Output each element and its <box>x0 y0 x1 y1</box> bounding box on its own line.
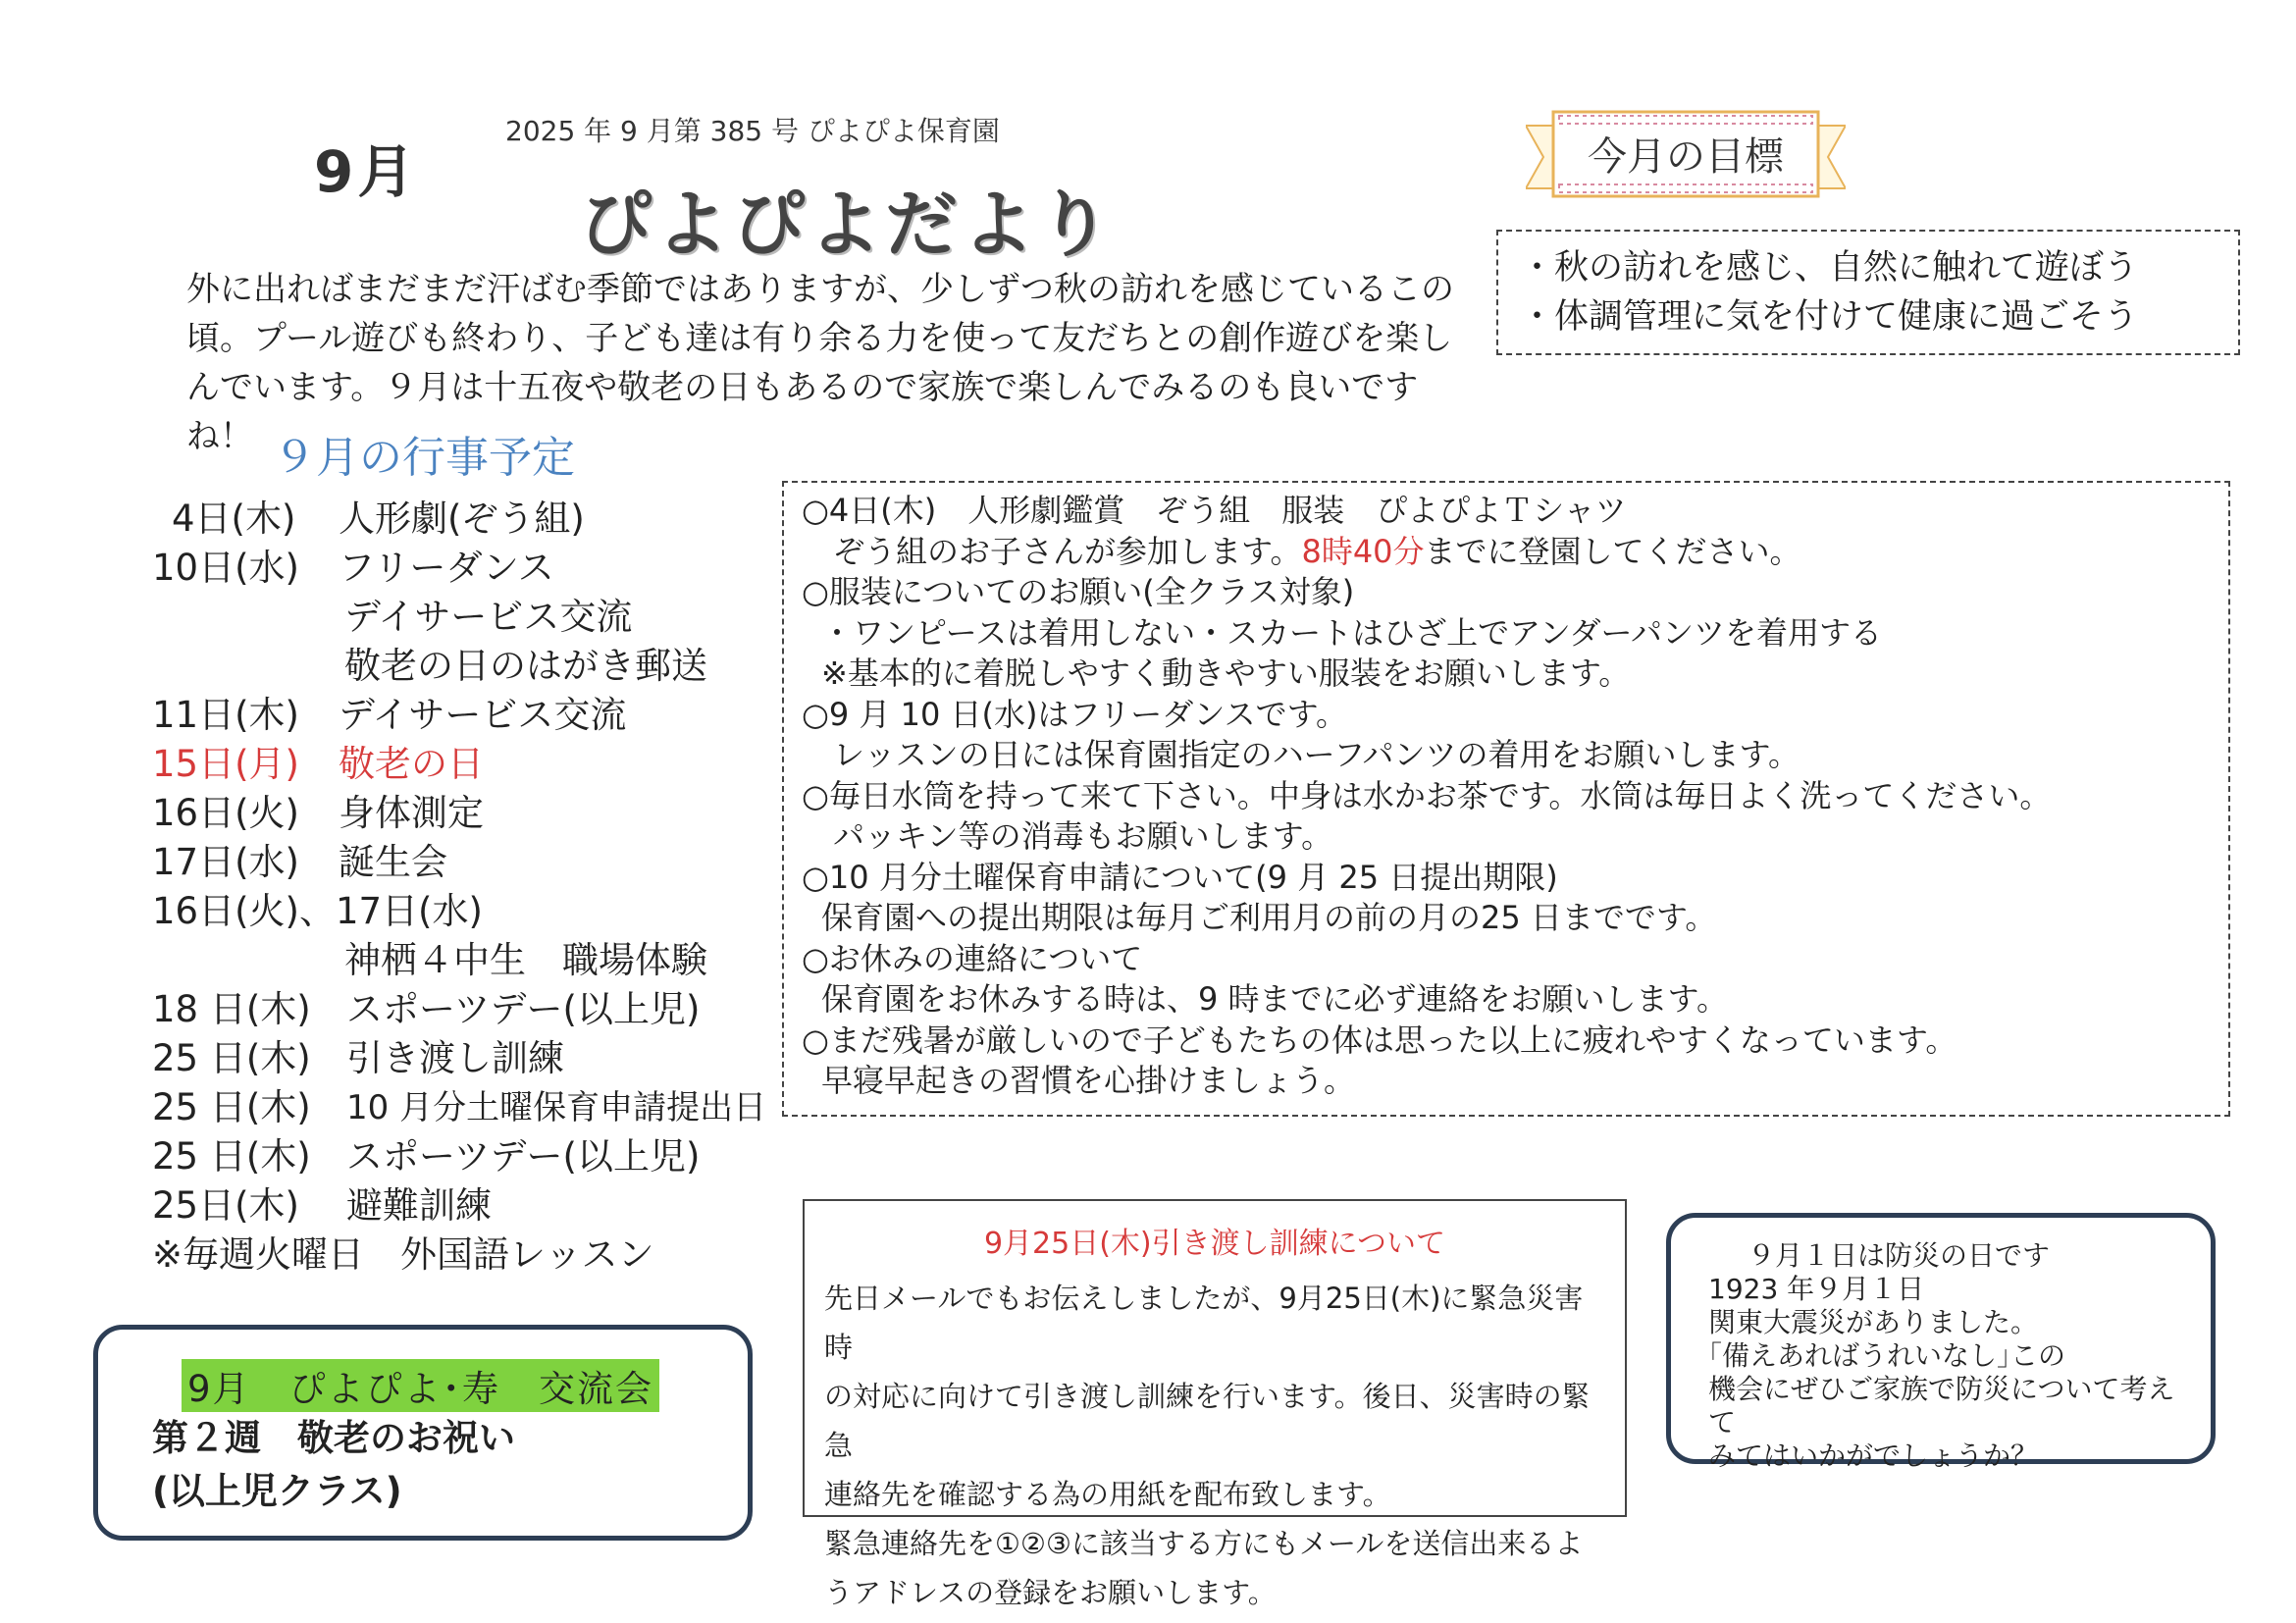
schedule-event: フリーダンス <box>339 547 554 589</box>
notice-line: パッキン等の消毒もお願いします。 <box>833 817 1333 855</box>
disaster-line: 機会にぜひご家族で防災について考えて <box>1708 1373 2175 1439</box>
notice-line: ・ワンピースは着用しない・スカートはひざ上でアンダーパンツを着用する <box>821 613 1882 652</box>
disaster-line: ９月１日は防災の日です <box>1748 1239 2051 1272</box>
schedule-row <box>152 1030 760 1079</box>
notice-line: 保育園をお休みする時は、9 時までに必ず連絡をお願いします。 <box>821 980 1728 1018</box>
schedule-date: 18 日(木) <box>152 988 311 1030</box>
schedule-row <box>152 1128 760 1178</box>
schedule-date: 15日(月) <box>152 743 299 785</box>
disaster-line: みてはいかがでしょうか？ <box>1708 1440 2039 1472</box>
schedule-row <box>152 540 760 589</box>
disaster-line: 1923 年９月１日 <box>1708 1273 1925 1305</box>
schedule-date: 25日(木) <box>152 1184 299 1227</box>
schedule-event: スポーツデー(以上児) <box>346 988 701 1030</box>
schedule-date: 10日(水) <box>152 547 299 589</box>
exchange-line: 第２週 敬老のお祝い <box>152 1417 515 1459</box>
schedule-event: 引き渡し訓練 <box>346 1037 564 1079</box>
schedule-event: 誕生会 <box>339 841 447 883</box>
notice-line: ○まだ残暑が厳しいので子どもたちの体は思った以上に疲れやすくなっています。 <box>802 1021 1957 1059</box>
schedule-date: 25 日(木) <box>152 1086 311 1128</box>
schedule-event: 避難訓練 <box>346 1184 492 1227</box>
notice-line: ○10 月分土曜保育申請について(9 月 25 日提出期限) <box>802 858 1558 896</box>
schedule-row <box>152 1079 767 1128</box>
notice-line: 保育園への提出期限は毎月ご利用月の前の月の25 日までです。 <box>821 899 1717 936</box>
schedule-row <box>152 589 760 638</box>
schedule-row <box>152 981 760 1030</box>
schedule-event: スポーツデー(以上児) <box>346 1135 701 1178</box>
exchange-title: 9月 ぴよぴよ･寿 交流会 <box>182 1359 659 1412</box>
drill-line: 連絡先を確認する為の用紙を配布致します。 <box>824 1478 1391 1511</box>
schedule-date: 17日(水) <box>152 841 299 883</box>
drill-line: 先日メールでもお伝えしましたが、9月25日(木)に緊急災害時 <box>824 1282 1584 1364</box>
schedule-row-holiday <box>152 736 760 785</box>
schedule-title: ９月の行事予定 <box>273 433 575 483</box>
notice-line: ○毎日水筒を持って来て下さい。中身は水かお茶です。水筒は毎日よく洗ってください。 <box>802 776 2052 814</box>
schedule-event: 敬老の日 <box>339 743 484 785</box>
drill-title: 9月25日(木)引き渡し訓練について <box>983 1227 1446 1261</box>
drill-line: うアドレスの登録をお願いします。 <box>824 1576 1277 1609</box>
schedule-date: 16日(火)、17日(水) <box>152 890 483 932</box>
disaster-day-box <box>1666 1213 2216 1472</box>
notice-line <box>802 532 2211 573</box>
schedule-row <box>152 932 760 981</box>
schedule-date: 25 日(木) <box>152 1135 311 1178</box>
notice-time-highlight: 8時40分 <box>1301 532 1425 570</box>
notice-line: 早寝早起きの習慣を心掛けましょう。 <box>821 1062 1356 1099</box>
exchange-line: (以上児クラス) <box>152 1470 402 1512</box>
issue-info: 2025 年 9 月第 385 号 ぴよぴよ保育園 <box>505 115 1000 147</box>
schedule-event: 10 月分土曜保育申請提出日 <box>346 1087 767 1127</box>
exchange-box <box>93 1325 753 1541</box>
intro-paragraph: 外に出ればまだまだ汗ばむ季節ではありますが、少しずつ秋の訪れを感じているこの頃。プール遊びも終わり、子ども達は有り余る力を使って友だちとの創作遊びを楽しんでいます。９月は十五夜や敬老の日もあるので家族で楽しんでみるのも良いですね！ <box>186 270 1454 456</box>
schedule-date: 11日(木) <box>152 694 299 736</box>
schedule-row <box>152 883 760 932</box>
schedule-row <box>152 834 760 883</box>
schedule-event: デイサービス交流 <box>339 694 627 736</box>
schedule-event: 神栖４中生 職場体験 <box>344 939 707 981</box>
goal-item: ・体調管理に気を付けて健康に過ごそう <box>1520 297 2139 337</box>
schedule-event: 身体測定 <box>339 792 484 834</box>
notice-text: ぞう組のお子さんが参加します。 <box>833 532 1302 570</box>
drill-box <box>803 1199 1627 1609</box>
schedule-date: 4日(木) <box>172 497 296 540</box>
schedule-note <box>152 1227 760 1276</box>
notice-line: ○4日(木) 人形劇鑑賞 ぞう組 服装 ぴよぴよＴシャツ <box>802 492 1627 529</box>
newsletter-title: ぴよぴよだより <box>579 183 1115 267</box>
drill-line: 緊急連絡先を①②③に該当する方にもメールを送信出来るよ <box>824 1527 1584 1560</box>
month-label: 9月 <box>314 138 419 205</box>
schedule-row <box>152 491 760 540</box>
schedule-row <box>152 638 760 687</box>
notice-line: ○9 月 10 日(水)はフリーダンスです。 <box>802 695 1348 733</box>
goal-item: ・秋の訪れを感じ、自然に触れて遊ぼう <box>1520 248 2139 288</box>
schedule-event: 敬老の日のはがき郵送 <box>344 645 707 687</box>
schedule-event: 人形劇(ぞう組) <box>339 497 585 540</box>
schedule-row <box>152 1178 760 1227</box>
drill-line: の対応に向けて引き渡し訓練を行います。後日、災害時の緊急 <box>824 1380 1591 1462</box>
schedule-date: 25 日(木) <box>152 1037 311 1079</box>
notice-text: までに登園してください。 <box>1424 532 1801 570</box>
notice-line: レッスンの日には保育園指定のハーフパンツの着用をお願いします。 <box>833 736 1800 773</box>
disaster-line: 関東大震災がありました。 <box>1708 1306 2039 1338</box>
disaster-line: ｢備えあればうれいなし｣この <box>1708 1339 2066 1372</box>
notices-box <box>782 481 2230 1117</box>
schedule-date: ※毎週火曜日 外国語レッスン <box>152 1233 654 1276</box>
goal-label: 今月の目標 <box>1588 134 1784 180</box>
schedule-event: デイサービス交流 <box>344 596 633 638</box>
schedule-row <box>152 785 760 834</box>
notice-line: ○お休みの連絡について <box>802 939 1143 977</box>
notice-line: ○服装についてのお願い(全クラス対象) <box>802 573 1355 610</box>
schedule-date: 16日(火) <box>152 792 299 834</box>
schedule-list <box>152 491 767 1276</box>
schedule-row <box>152 687 760 736</box>
goal-box <box>1496 230 2240 355</box>
notice-line: ※基本的に着脱しやすく動きやすい服装をお願いします。 <box>821 654 1631 692</box>
